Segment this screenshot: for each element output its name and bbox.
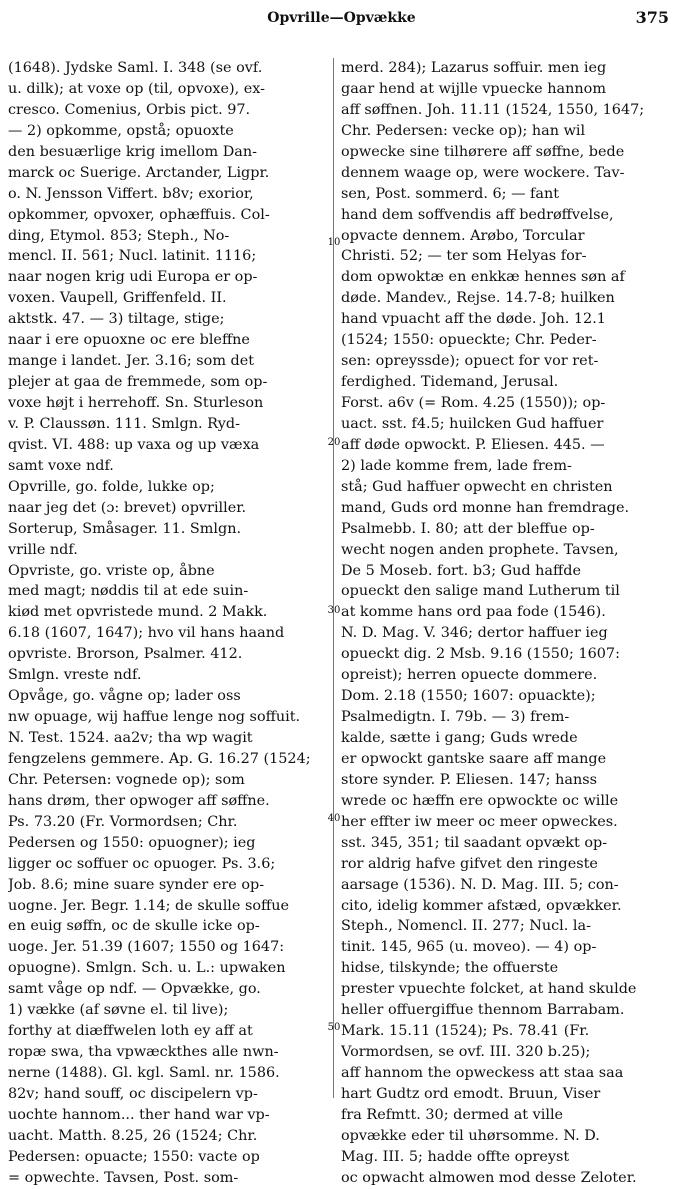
text-line: Chr. Petersen: vognede op); som [8,771,245,788]
text-line: aktstk. 47. — 3) tiltage, stige; [8,311,225,328]
text-line: dennem waage op, were wockere. Tav- [341,164,625,181]
running-head: Opvrille—Opvække [267,10,416,26]
text-line: Sorterup, Småsager. 11. Smlgn. [8,520,242,537]
text-line: samt våge op ndf. — Opvække, go. [8,981,261,998]
text-line: prester vpuechte folcket, at hand skulde [341,981,637,998]
left-column [8,58,326,1189]
text-line: o. N. Jensson Viffert. b8v; exorior, [8,185,254,202]
text-line: aarsage (1536). N. D. Mag. III. 5; con- [341,876,619,893]
text-line: 6.18 (1607, 1647); hvo vil hans haand [8,625,285,642]
text-line: aff døde opwockt. P. Eliesen. 445. — [341,436,605,453]
text-line: naar i ere opuoxne oc ere bleffne [8,332,250,349]
text-line: aff søffnen. Joh. 11.11 (1524, 1550, 1647; [341,101,645,118]
text-line: ropæ swa, tha vpwæckthes alle nwn- [8,1044,279,1061]
text-line: cresco. Comenius, Orbis pict. 97. [8,101,251,118]
text-line: at komme hans ord paa fode (1546). [341,604,606,621]
text-line: den besuærlige krig imellom Dan- [8,143,257,160]
text-line: — 2) opkomme, opstå; opuoxte [8,122,234,139]
text-line: uogne. Jer. Begr. 1.14; de skulle soffue [8,897,290,914]
text-line: fra Refmtt. 30; dermed at ville [341,1106,564,1123]
text-line: hans drøm, ther opwoger aff søffne. [8,792,270,809]
right-column [341,58,675,1189]
text-line: hidse, tilskynde; the offuerste [341,960,559,977]
text-line: Psalmedigtn. I. 79b. — 3) frem- [341,709,570,726]
text-line: wrede oc hæffn ere opwockte oc wille [341,792,619,809]
text-line: gaar hend at wijlle vpuecke hannom [341,80,606,97]
text-line: 1) vække (af søvne el. til live); [8,1002,229,1019]
text-line: mange i landet. Jer. 3.16; som det [8,353,255,370]
text-line: samt voxe ndf. [8,457,114,474]
text-line: Christi. 52; — ter som Helyas for- [341,248,587,265]
text-line: Mark. 15.11 (1524); Ps. 78.41 (Fr. [341,1023,590,1040]
text-line: Steph., Nomencl. II. 277; Nucl. la- [341,918,591,935]
text-line: wecht nogen anden prophete. Tavsen, [341,541,619,558]
text-line: sen, Post. sommerd. 6; — fant [341,185,559,202]
text-line: Opvrille, go. folde, lukke op; [8,478,215,495]
text-line: store synder. P. Eliesen. 147; hanss [341,771,597,788]
text-line: her effter iw meer oc meer opweckes. [341,813,618,830]
text-line: uacht. Matth. 8.25, 26 (1524; Chr. [8,1127,258,1144]
text-line: Job. 8.6; mine suare synder ere op- [8,876,265,893]
text-line: ding, Etymol. 853; Steph., No- [8,227,230,244]
text-line: nw opuage, wij haffue lenge nog soffuit. [8,709,301,726]
text-line: voxe højt i herrehoff. Sn. Sturleson [8,395,264,411]
text-line: De 5 Moseb. fort. b3; Gud haffde [341,562,581,579]
text-line: ligger oc soffuer oc opuoger. Ps. 3.6; [8,855,276,872]
line-number: 10 [327,237,341,248]
text-line: Psalmebb. I. 80; att der bleffue op- [341,520,595,537]
text-line: opueckt dig. 2 Msb. 9.16 (1550; 1607: [341,646,620,663]
text-line: N. D. Mag. V. 346; dertor haffuer ieg [341,625,608,642]
text-line: tinit. 145, 965 (u. moveo). — 4) op- [341,939,597,956]
text-line: opwecke sine tilhørere aff søffne, bede [341,143,625,160]
text-line: nerne (1488). Gl. kgl. Saml. nr. 1586. [8,1065,280,1081]
text-line: forthy at diæffwelen loth ey aff at [8,1023,253,1040]
text-line: Ps. 73.20 (Fr. Vormordsen; Chr. [8,813,238,830]
page-number: 375 [635,8,669,27]
text-line: opueckt den salige mand Lutherum til [341,583,620,600]
column-divider [333,58,334,1098]
text-line: qvist. VI. 488: up vaxa og up væxa [8,436,260,453]
text-line: cito, idelig kommer afstæd, opvækker. [341,897,622,914]
text-line: opuogne). Smlgn. Sch. u. L.: upwaken [8,960,286,977]
text-line: 82v; hand souff, oc discipelern vp- [8,1085,258,1102]
text-line: naar jeg det (ɔ: brevet) opvriller. [8,499,247,516]
text-line: (1648). Jydske Saml. I. 348 (se ovf. [8,60,263,76]
text-line: dom opwoktæ en enkkæ hennes søn af [341,269,625,286]
text-line: Smlgn. vreste ndf. [8,667,142,684]
text-line: sst. 345, 351; til saadant opvækt op- [341,834,608,851]
text-line: hand vpuacht aff the døde. Joh. 12.1 [341,311,606,328]
text-line: kiød met opvristede mund. 2 Makk. [8,604,268,621]
text-line: opvække eder til uhørsomme. N. D. [341,1127,600,1144]
text-line: voxen. Vaupell, Griffenfeld. II. [8,290,227,307]
page-header [0,8,683,30]
line-number: 20 [327,437,341,448]
text-line: Opvriste, go. vriste op, åbne [8,562,215,579]
text-line: heller offuergiffue thennom Barrabam. [341,1002,625,1019]
text-line: 2) lade komme frem, lade frem- [341,457,572,474]
text-line: kalde, sætte i gang; Guds wrede [341,730,578,746]
text-line: uochte hannom... ther hand war vp- [8,1106,270,1123]
text-line: opvriste. Brorson, Psalmer. 412. [8,646,243,663]
text-line: naar nogen krig udi Europa er op- [8,269,258,286]
text-line: opvacte dennem. Arøbo, Torcular [341,227,585,244]
text-line: Forst. a6v (= Rom. 4.25 (1550)); op- [341,395,606,411]
text-line: med magt; nøddis til at ede suin- [8,583,249,600]
text-line: vrille ndf. [8,541,78,558]
text-line: Dom. 2.18 (1550; 1607: opuackte); [341,688,596,705]
text-line: hart Gudtz ord emodt. Bruun, Viser [341,1085,601,1102]
text-line: v. P. Claussøn. 111. Smlgn. Ryd- [8,415,240,432]
text-line: = opwechte. Tavsen, Post. som- [8,1169,239,1186]
text-line: Pedersen og 1550: opuogner); ieg [8,834,256,851]
text-line: hand dem soffvendis aff bedrøffvelse, [341,206,614,223]
text-line: ferdighed. Tidemand, Jerusal. [341,374,559,391]
text-line: oc opwacht almowen mod desse Zeloter. [341,1169,637,1186]
text-line: er opwockt gantske saare aff mange [341,750,607,767]
text-line: stå; Gud haffuer opwecht en christen [341,478,613,495]
text-line: en euig søffn, oc de skulle icke op- [8,918,260,935]
text-line: (1524; 1550: opueckte; Chr. Peder- [341,332,597,349]
text-line: døde. Mandev., Rejse. 14.7-8; huilken [341,290,615,307]
text-line: plejer at gaa de fremmede, som op- [8,374,268,391]
text-line: ror aldrig hafve gifvet den ringeste [341,855,598,872]
text-line: merd. 284); Lazarus soffuir. men ieg [341,60,607,76]
text-line: Chr. Pedersen: vecke op); han wil [341,122,586,139]
text-line: uoge. Jer. 51.39 (1607; 1550 og 1647: [8,939,285,956]
text-line: Opvåge, go. vågne op; lader oss [8,688,241,705]
text-line: marck oc Suerige. Arctander, Ligpr. [8,164,270,181]
text-line: aff hannom the opweckess att staa saa [341,1065,624,1081]
text-line: Mag. III. 5; hadde offte opreyst [341,1148,570,1165]
text-line: mand, Guds ord monne han fremdrage. [341,499,630,516]
line-number: 30 [327,605,341,616]
text-line: opkommer, opvoxer, ophæffuis. Col- [8,206,270,223]
text-line: fengzelens gemmere. Ap. G. 16.27 (1524; [8,750,311,767]
text-line: mencl. II. 561; Nucl. latinit. 1116; [8,248,257,265]
text-line: uact. sst. f4.5; huilcken Gud haffuer [341,415,604,432]
line-number: 40 [327,813,341,824]
text-line: Pedersen: opuacte; 1550: vacte op [8,1148,260,1165]
text-line: opreist); herren opuecte dommere. [341,667,598,684]
text-line: sen: opreyssde); opuect for vor ret- [341,353,599,370]
line-number: 50 [327,1022,341,1033]
text-line: N. Test. 1524. aa2v; tha wp wagit [8,730,253,746]
text-line: Vormordsen, se ovf. III. 320 b.25); [341,1044,591,1061]
text-line: u. dilk); at voxe op (til, opvoxe), ex- [8,80,266,97]
